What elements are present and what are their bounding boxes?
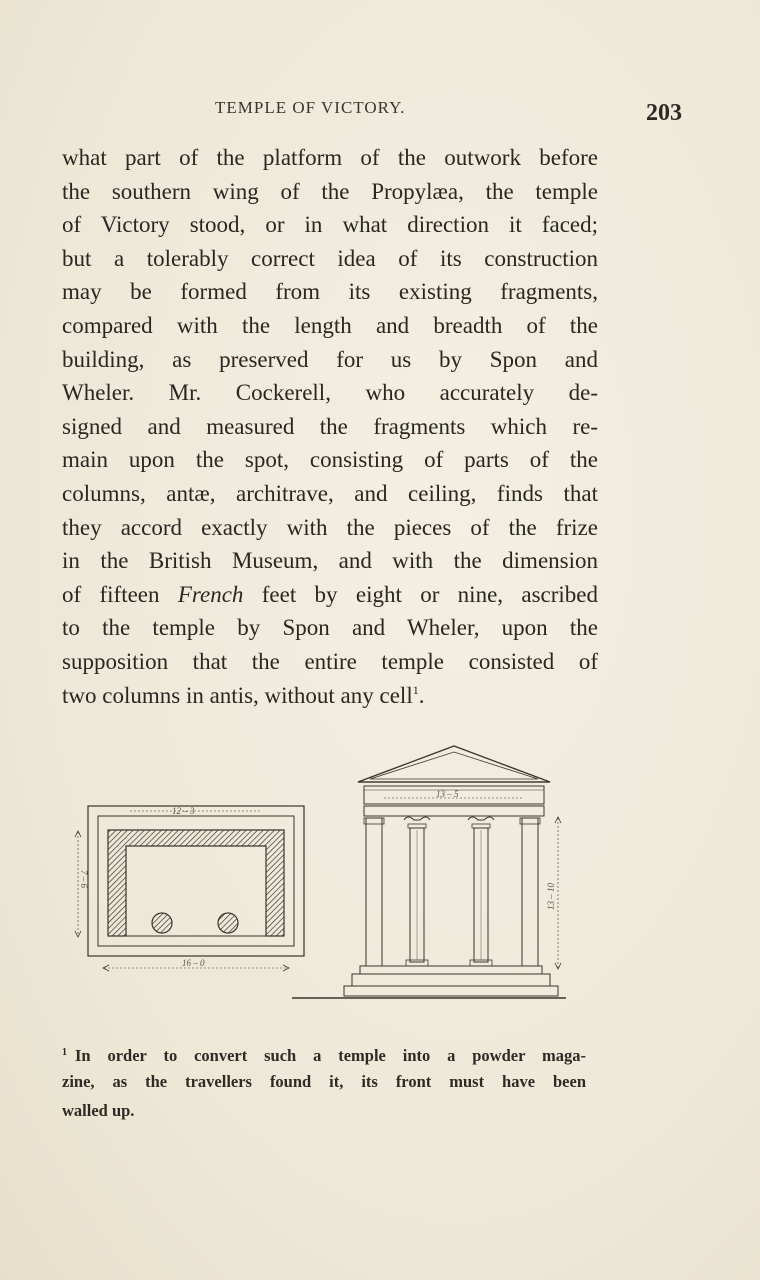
text-segment: . xyxy=(418,682,425,708)
footnote-line xyxy=(62,1038,586,1067)
text-segment: feet by eight or nine, ascribed xyxy=(243,581,598,607)
text-line: the southern wing of the Propylæa, the temple xyxy=(62,178,598,204)
elevation-entablature-label: 13 – 5 xyxy=(436,789,459,799)
text-line: in the British Museum, and with the dimension xyxy=(62,548,598,574)
running-head: TEMPLE OF VICTORY. xyxy=(215,98,406,117)
text-line: of Victory stood, or in what direction it faced; xyxy=(62,212,598,238)
page-number: 203 xyxy=(646,100,682,126)
footnote-line: walled up. xyxy=(62,1101,135,1120)
text-segment: of fifteen xyxy=(62,581,178,607)
text-line: may be formed from its existing fragments, xyxy=(62,279,598,305)
footnote-line: zine, as the travellers found it, its front must have been xyxy=(62,1072,586,1091)
body-text xyxy=(62,141,598,712)
text-line: supposition that the entire temple consisted of xyxy=(62,648,598,674)
plan-width-label: 12 – 3 xyxy=(172,806,195,816)
text-line-last xyxy=(62,679,598,713)
italic-word: French xyxy=(177,581,244,607)
elevation-height-label: 13 – 10 xyxy=(546,883,556,910)
footnote-reference: 1 xyxy=(412,682,419,697)
page-header xyxy=(0,96,760,126)
plan-depth-label: 7 – 6 xyxy=(79,870,89,888)
text-line: building, as preserved for us by Spon and xyxy=(62,346,598,372)
text-line-french xyxy=(62,578,598,612)
text-segment: two columns in antis, without any cell xyxy=(62,682,413,708)
plan-length-label: 16 – 0 xyxy=(182,958,205,968)
text-line: columns, antæ, architrave, and ceiling, finds that xyxy=(62,480,598,506)
footnote xyxy=(62,1038,586,1125)
text-line: to the temple by Spon and Wheler, upon the xyxy=(62,615,598,641)
text-line: main upon the spot, consisting of parts of the xyxy=(62,447,598,473)
text-line: Wheler. Mr. Cockerell, who accurately de- xyxy=(62,380,598,406)
footnote-text: In order to convert such a temple into a powder maga- xyxy=(75,1046,586,1065)
text-line: they accord exactly with the pieces of the frize xyxy=(62,514,598,540)
text-line: what part of the platform of the outwork before xyxy=(62,145,598,170)
footnote-marker: 1 xyxy=(62,1047,67,1058)
temple-elevation-drawing xyxy=(292,746,566,998)
text-line: compared with the length and breadth of the xyxy=(62,312,598,338)
temple-plan-drawing xyxy=(75,806,304,971)
text-line: signed and measured the fragments which re- xyxy=(62,413,598,439)
text-line: but a tolerably correct idea of its construction xyxy=(62,245,598,271)
temple-figure xyxy=(70,740,580,1010)
